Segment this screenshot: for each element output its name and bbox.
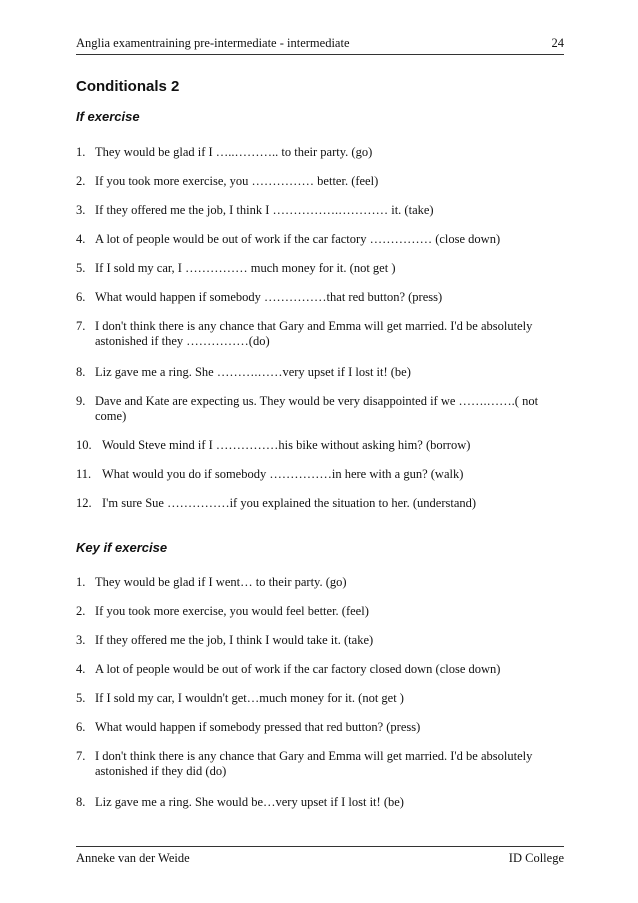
item-text: If they offered me the job, I think I …………….………… it. (take) <box>95 203 434 217</box>
list-item <box>76 749 564 779</box>
footer-divider <box>76 846 564 847</box>
list-item <box>76 633 564 648</box>
item-text: What would happen if somebody pressed that red button? (press) <box>95 720 421 734</box>
item-text: Would Steve mind if I ……………his bike without asking him? (borrow) <box>102 438 471 452</box>
item-number: 4. <box>76 232 86 246</box>
item-number: 11. <box>76 467 92 481</box>
page-number: 24 <box>551 36 564 50</box>
item-number: 7. <box>76 749 86 763</box>
header-title: Anglia examentraining pre-intermediate - intermediate <box>76 36 350 50</box>
list-item <box>76 720 564 735</box>
item-text: Dave and Kate are expecting us. They would be very disappointed if we …….…….( not come) <box>95 394 539 423</box>
header-divider <box>76 54 564 55</box>
item-number: 7. <box>76 319 86 333</box>
footer-author: Anneke van der Weide <box>76 851 190 865</box>
item-number: 3. <box>76 203 86 217</box>
item-number: 8. <box>76 365 86 379</box>
item-number: 1. <box>76 145 86 159</box>
list-item <box>76 575 564 590</box>
page-footer <box>76 851 564 866</box>
item-text: They would be glad if I …..……….. to their party. (go) <box>95 145 373 159</box>
item-text: Liz gave me a ring. She would be…very upset if I lost it! (be) <box>95 795 404 809</box>
list-item <box>76 662 564 677</box>
item-number: 5. <box>76 261 86 275</box>
list-item <box>76 290 564 305</box>
key-heading: Key if exercise <box>76 540 168 555</box>
list-item <box>76 319 564 349</box>
list-item <box>76 174 564 189</box>
item-text: Liz gave me a ring. She ……….……very upset if I lost it! (be) <box>95 365 411 379</box>
list-item <box>76 232 564 247</box>
list-item <box>76 691 564 706</box>
main-title: Conditionals 2 <box>76 78 180 95</box>
item-text: If I sold my car, I …………… much money for it. (not get ) <box>95 261 396 275</box>
list-item <box>76 394 564 424</box>
item-number: 8. <box>76 795 86 809</box>
item-text: I don't think there is any chance that Gary and Emma will get married. I'd be absolutely astonished if they ……………(do) <box>95 319 533 348</box>
item-text: What would you do if somebody ……………in here with a gun? (walk) <box>102 467 464 481</box>
item-number: 10. <box>76 438 92 452</box>
item-number: 5. <box>76 691 86 705</box>
list-item <box>76 365 564 380</box>
page-header <box>76 36 564 51</box>
item-number: 6. <box>76 720 86 734</box>
exercise-heading: If exercise <box>76 109 140 124</box>
item-number: 2. <box>76 174 86 188</box>
footer-school: ID College <box>508 851 564 865</box>
document-page <box>76 0 564 903</box>
item-number: 4. <box>76 662 86 676</box>
item-number: 9. <box>76 394 86 408</box>
list-item <box>76 203 564 218</box>
item-text: If you took more exercise, you …………… better. (feel) <box>95 174 379 188</box>
list-item <box>76 145 564 160</box>
list-item <box>76 604 564 619</box>
list-item <box>76 467 564 482</box>
item-text: I don't think there is any chance that Gary and Emma will get married. I'd be absolutely astonished if they did (do) <box>95 749 533 778</box>
item-text: If you took more exercise, you would feel better. (feel) <box>95 604 369 618</box>
item-number: 6. <box>76 290 86 304</box>
list-item <box>76 438 564 453</box>
item-text: What would happen if somebody ……………that red button? (press) <box>95 290 443 304</box>
item-number: 12. <box>76 496 92 510</box>
item-text: I'm sure Sue ……………if you explained the situation to her. (understand) <box>102 496 477 510</box>
list-item <box>76 496 564 511</box>
item-text: A lot of people would be out of work if the car factory closed down (close down) <box>95 662 501 676</box>
item-text: If I sold my car, I wouldn't get…much money for it. (not get ) <box>95 691 404 705</box>
item-number: 2. <box>76 604 86 618</box>
item-text: If they offered me the job, I think I would take it. (take) <box>95 633 374 647</box>
item-text: A lot of people would be out of work if the car factory …………… (close down) <box>95 232 501 246</box>
list-item <box>76 795 564 810</box>
item-number: 1. <box>76 575 86 589</box>
item-number: 3. <box>76 633 86 647</box>
list-item <box>76 261 564 276</box>
item-text: They would be glad if I went… to their party. (go) <box>95 575 347 589</box>
